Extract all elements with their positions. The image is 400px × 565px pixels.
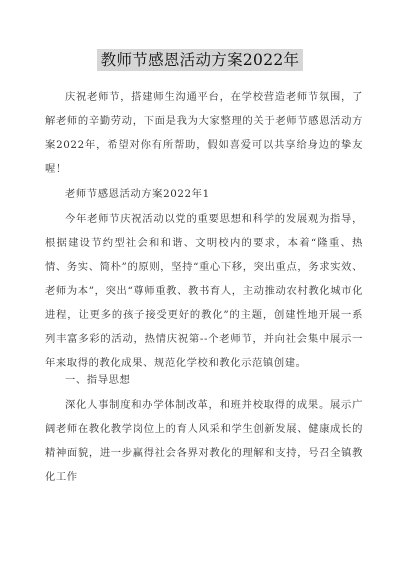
section-heading-guiding-thought: 一、指导思想 — [65, 374, 131, 386]
title-container — [0, 49, 400, 71]
section-subtitle: 老师节感恩活动方案2022年1 — [65, 188, 210, 200]
body-paragraph-2: 深化人事制度和办学体制改革，和班并校取得的成果。展示广阔老师在教化教学岗位上的育人风采和学生创新发展、健康成长的精神面貌，进一步赢得社会各界对教化的理解和支持，号召全镇教化工作 — [45, 399, 363, 483]
body-paragraph-1: 今年老师节庆祝活动以党的重要思想和科学的发展观为指导，根据建设节约型社会和和谐、文明校内的要求，本着“隆重、热情、务实、简朴”的原则，坚持“重心下移，突出重点，务求实效、老师为本”，突出“尊师重教、教书育人，主动推动农村教化城市化进程，让更多的孩子接受更好的教化”的主题，创建性地开展一系列丰富多彩的活动，热情庆祝第--个老师节，并向社会集中展示一年来取得的教化成果、规范化学校和教化示范镇创建。 — [45, 213, 363, 369]
intro-paragraph: 庆祝老师节，搭建师生沟通平台，在学校营造老师节氛围，了解老师的辛勤劳动，下面是我为大家整理的关于老师节感恩活动方案2022年，希望对你有所帮助，假如喜爱可以共享给身边的挚友喔！ — [45, 91, 363, 175]
document-title: 教师节感恩活动方案2022年 — [97, 49, 304, 71]
